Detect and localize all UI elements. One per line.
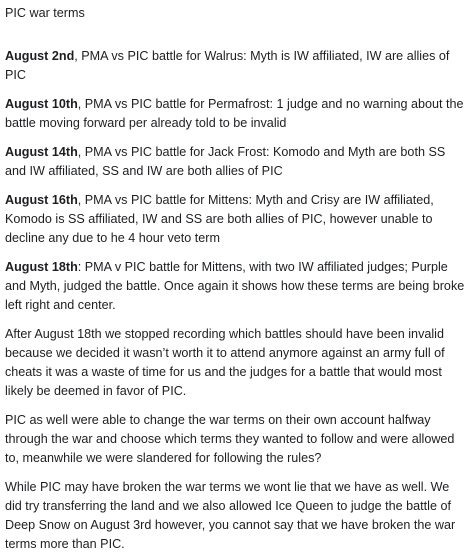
entry-august-10 (5, 95, 468, 133)
entry-text: , PMA vs PIC battle for Permafrost: 1 judge and no warning about the battle moving forward per already told to be invalid (5, 97, 464, 130)
entry-august-2 (5, 47, 468, 85)
paragraph: While PIC may have broken the war terms we wont lie that we have as well. We did try transferring the land and we also allowed Ice Queen to judge the battle of Deep Snow on August 3rd however, you cannot say that we have broken the war terms more than PIC. (5, 480, 456, 551)
entry-text: , PMA vs PIC battle for Walrus: Myth is IW affiliated, IW are allies of PIC (5, 49, 450, 82)
entry-date: August 10th (5, 97, 78, 111)
entry-text: , PMA vs PIC battle for Jack Frost: Komodo and Myth are both SS and IW affiliated, SS and IW are both allies of PIC (5, 145, 446, 178)
paragraph: PIC as well were able to change the war terms on their own account halfway through the war and choose which terms they wanted to follow and were allowed to, meanwhile we were slandered for following the rules? (5, 413, 455, 465)
entry-date: August 2nd (5, 49, 75, 63)
entry-august-16 (5, 191, 468, 248)
document-title: PIC war terms (5, 6, 85, 20)
entry-text: : PMA v PIC battle for Mittens, with two IW affiliated judges; Purple and Myth, judged the battle. Once again it shows how these terms are being broke left right and center. (5, 260, 465, 312)
entry-date: August 18th (5, 260, 78, 274)
paragraph: After August 18th we stopped recording which battles should have been invalid because we decided it wasn’t worth it to attend anymore against an army full of cheats it was a waste of time for us and the judges for a battle that would most likely be deemed in favor of PIC. (5, 327, 445, 398)
entry-date: August 16th (5, 193, 78, 207)
entry-date: August 14th (5, 145, 78, 159)
entry-text: , PMA vs PIC battle for Mittens: Myth and Crisy are IW affiliated, Komodo is SS affiliated, IW and SS are both allies of PIC, however unable to decline any due to he 4 hour veto term (5, 193, 434, 245)
entry-august-18 (5, 258, 468, 315)
entry-august-14 (5, 143, 468, 181)
